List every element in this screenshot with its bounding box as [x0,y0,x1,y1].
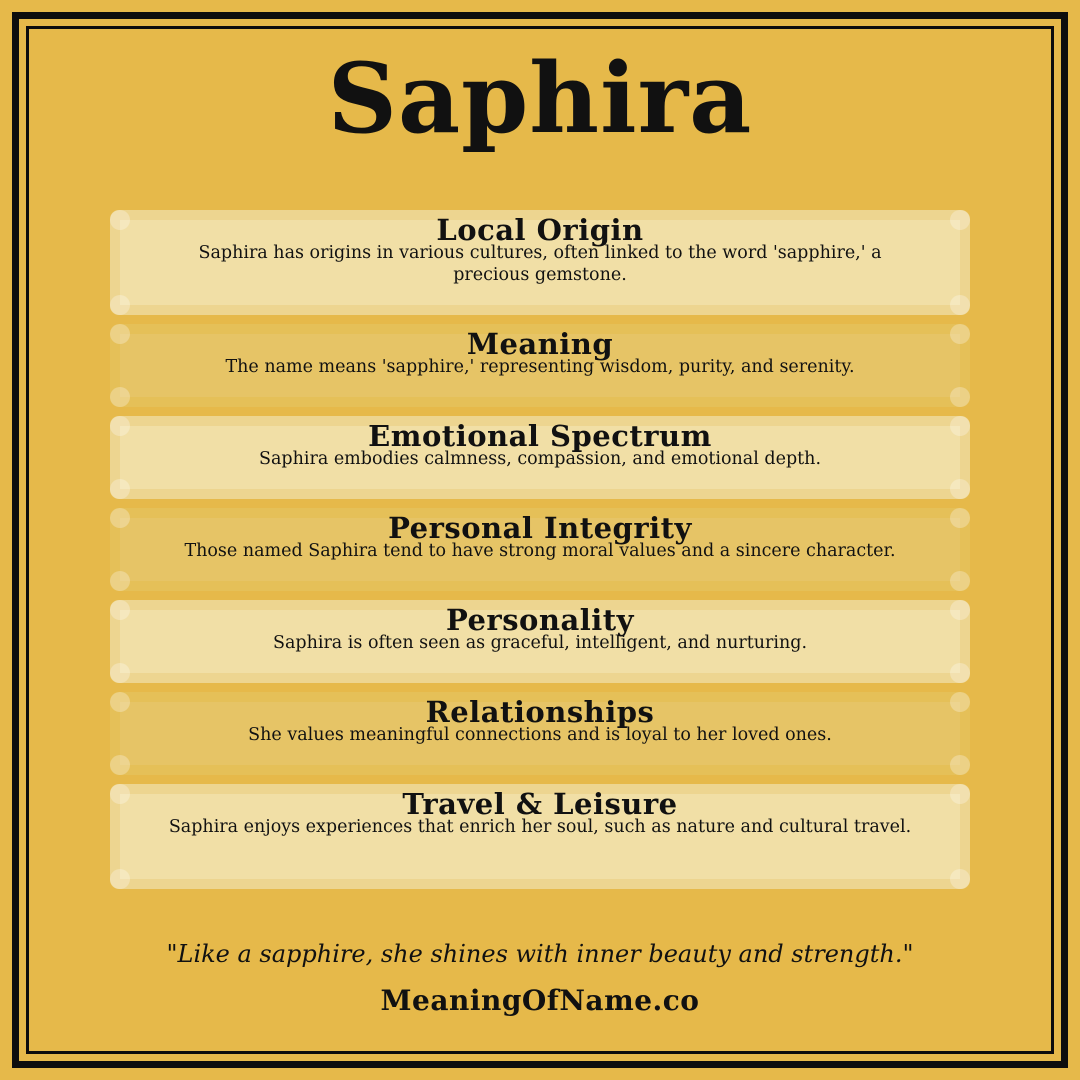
section-heading: Personality [445,603,635,637]
section-personality [110,600,970,683]
section-relationships [110,692,970,775]
section-heading: Travel & Leisure [402,787,678,821]
section-text: Those named Saphira tend to have strong moral values and a sincere character. [184,541,896,561]
section-text: Saphira enjoys experiences that enrich her soul, such as nature and cultural travel. [168,817,912,837]
site-name: MeaningOfName.co [380,984,700,1017]
section-text: The name means 'sapphire,' representing wisdom, purity, and serenity. [225,357,855,377]
section-local-origin [110,210,970,315]
section-text: She values meaningful connections and is loyal to her loved ones. [248,725,832,745]
section-text: Saphira has origins in various cultures, often linked to the word 'sapphire,' a precious gemstone. [198,243,882,285]
section-heading: Local Origin [436,213,644,247]
section-text: Saphira is often seen as graceful, intelligent, and nurturing. [272,633,808,653]
section-emotional-spectrum [110,416,970,499]
section-heading: Personal Integrity [388,511,692,545]
name-title: Saphira [327,42,753,155]
section-travel-leisure [110,784,970,889]
section-meaning [110,324,970,407]
quote: "Like a sapphire, she shines with inner beauty and strength." [166,940,914,968]
section-heading: Relationships [425,695,655,729]
section-text: Saphira embodies calmness, compassion, and emotional depth. [258,449,822,469]
section-heading: Meaning [466,327,614,361]
section-personal-integrity [110,508,970,591]
section-heading: Emotional Spectrum [368,419,712,453]
